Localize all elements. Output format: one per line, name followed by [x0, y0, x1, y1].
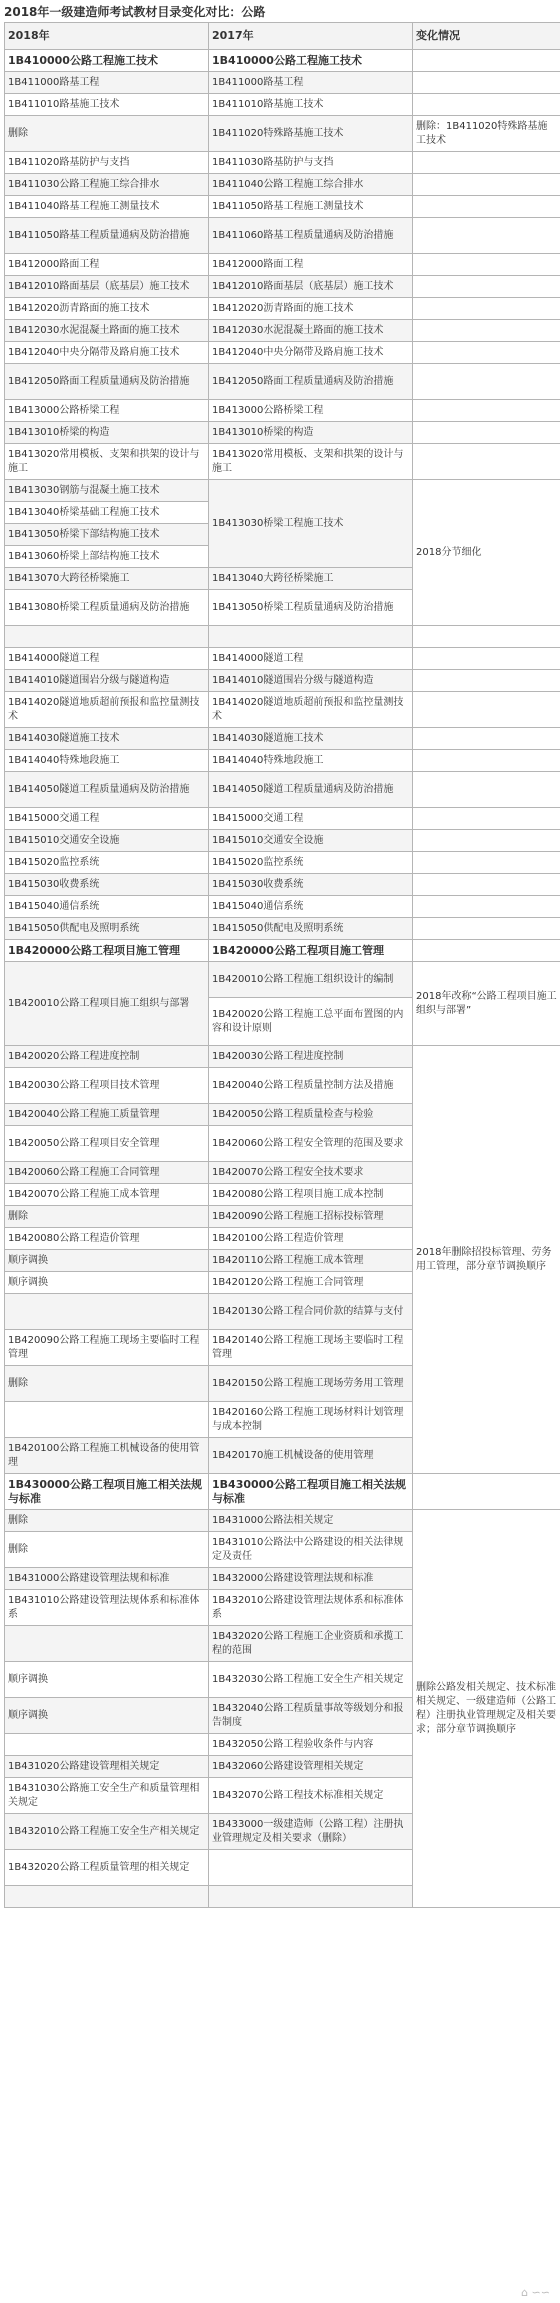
table-body — [5, 23, 560, 1908]
cell-2018 — [5, 1886, 209, 1908]
cell-2018: 1B413050桥梁下部结构施工技术 — [5, 524, 209, 546]
cell-2017: 1B413040大跨径桥梁施工 — [209, 568, 413, 590]
cell-change: 删除：1B411020特殊路基施工技术 — [413, 116, 560, 152]
table-row — [5, 918, 560, 940]
cell-2018: 顺序调换 — [5, 1272, 209, 1294]
cell-2018: 1B414020隧道地质超前预报和监控量测技术 — [5, 692, 209, 728]
cell-2017: 1B412010路面基层（底基层）施工技术 — [209, 276, 413, 298]
table-row — [5, 364, 560, 400]
cell-2017: 1B432020公路工程施工企业资质和承揽工程的范围 — [209, 1626, 413, 1662]
cell-2018: 删除 — [5, 1366, 209, 1402]
cell-2017: 1B420020公路工程施工总平面布置图的内容和设计原则 — [209, 998, 413, 1046]
cell-2018: 1B413010桥梁的构造 — [5, 422, 209, 444]
cell-2018: 1B411040路基工程施工测量技术 — [5, 196, 209, 218]
cell-change-empty — [413, 808, 560, 830]
table-row — [5, 480, 560, 502]
cell-2018: 1B415020监控系统 — [5, 852, 209, 874]
cell-2018: 删除 — [5, 1532, 209, 1568]
cell-change-empty — [413, 422, 560, 444]
cell-2018: 1B410000公路工程施工技术 — [5, 50, 209, 72]
table-row — [5, 342, 560, 364]
section-row — [5, 50, 560, 72]
cell-2017: 1B432030公路工程施工安全生产相关规定 — [209, 1662, 413, 1698]
cell-2017: 1B412020沥青路面的施工技术 — [209, 298, 413, 320]
cell-2017: 1B432050公路工程验收条件与内容 — [209, 1734, 413, 1756]
table-row — [5, 400, 560, 422]
cell-2017: 1B415010交通安全设施 — [209, 830, 413, 852]
cell-2017: 1B432000公路建设管理法规和标准 — [209, 1568, 413, 1590]
cell-2017: 1B430000公路工程项目施工相关法规与标准 — [209, 1474, 413, 1510]
cell-2018: 1B412050路面工程质量通病及防治措施 — [5, 364, 209, 400]
cell-change-empty — [413, 298, 560, 320]
cell-2017: 1B420110公路工程施工成本管理 — [209, 1250, 413, 1272]
cell-2018: 1B413060桥梁上部结构施工技术 — [5, 546, 209, 568]
cell-2017: 1B411030路基防护与支挡 — [209, 152, 413, 174]
cell-2018: 1B414000隧道工程 — [5, 648, 209, 670]
cell-change-empty — [413, 692, 560, 728]
table-row — [5, 422, 560, 444]
table-row — [5, 218, 560, 254]
table-row — [5, 72, 560, 94]
cell-change-empty — [413, 254, 560, 276]
table-row — [5, 152, 560, 174]
cell-2017 — [209, 626, 413, 648]
cell-2017: 1B413010桥梁的构造 — [209, 422, 413, 444]
cell-change-empty — [413, 342, 560, 364]
cell-2018: 1B413080桥梁工程质量通病及防治措施 — [5, 590, 209, 626]
cell-2018: 1B412000路面工程 — [5, 254, 209, 276]
cell-2018: 1B413070大跨径桥梁施工 — [5, 568, 209, 590]
cell-2017: 1B420140公路工程施工现场主要临时工程管理 — [209, 1330, 413, 1366]
table-row — [5, 648, 560, 670]
cell-2018: 1B415000交通工程 — [5, 808, 209, 830]
cell-change-empty — [413, 320, 560, 342]
cell-2018: 1B413000公路桥梁工程 — [5, 400, 209, 422]
table-row — [5, 750, 560, 772]
cell-2017: 1B414020隧道地质超前预报和监控量测技术 — [209, 692, 413, 728]
header-2017: 2017年 — [209, 23, 413, 50]
cell-2018: 1B411010路基施工技术 — [5, 94, 209, 116]
cell-2017: 1B411020特殊路基施工技术 — [209, 116, 413, 152]
watermark-logo: ⌂ ∽∽ — [521, 2286, 550, 2299]
cell-2018: 1B420090公路工程施工现场主要临时工程管理 — [5, 1330, 209, 1366]
cell-2017: 1B412040中央分隔带及路肩施工技术 — [209, 342, 413, 364]
cell-2017: 1B414050隧道工程质量通病及防治措施 — [209, 772, 413, 808]
cell-2018: 1B420010公路工程项目施工组织与部署 — [5, 962, 209, 1046]
cell-change-empty — [413, 750, 560, 772]
cell-2018 — [5, 1626, 209, 1662]
cell-2018: 1B420100公路工程施工机械设备的使用管理 — [5, 1438, 209, 1474]
cell-2017: 1B420150公路工程施工现场劳务用工管理 — [209, 1366, 413, 1402]
table-row — [5, 1046, 560, 1068]
cell-2018: 1B414010隧道围岩分级与隧道构造 — [5, 670, 209, 692]
cell-2017: 1B411050路基工程施工测量技术 — [209, 196, 413, 218]
cell-2017: 1B420120公路工程施工合同管理 — [209, 1272, 413, 1294]
cell-2017: 1B420050公路工程质量检查与检验 — [209, 1104, 413, 1126]
table-row — [5, 852, 560, 874]
cell-change-empty — [413, 276, 560, 298]
cell-2017: 1B414000隧道工程 — [209, 648, 413, 670]
cell-2018: 删除 — [5, 116, 209, 152]
table-row — [5, 320, 560, 342]
cell-2018: 1B412010路面基层（底基层）施工技术 — [5, 276, 209, 298]
cell-change: 删除公路发相关规定、技术标准相关规定、一级建造师（公路工程）注册执业管理规定及相关要求；部分章节调换顺序 — [413, 1510, 560, 1908]
cell-2018: 1B432010公路工程施工安全生产相关规定 — [5, 1814, 209, 1850]
cell-2017: 1B412030水泥混凝土路面的施工技术 — [209, 320, 413, 342]
cell-2017: 1B420080公路工程项目施工成本控制 — [209, 1184, 413, 1206]
table-row — [5, 626, 560, 648]
cell-change-empty — [413, 196, 560, 218]
cell-change-empty — [413, 174, 560, 196]
cell-change-empty — [413, 50, 560, 72]
cell-2018: 1B420080公路工程造价管理 — [5, 1228, 209, 1250]
table-row — [5, 830, 560, 852]
header-change: 变化情况 — [413, 23, 560, 50]
cell-2018: 1B420050公路工程项目安全管理 — [5, 1126, 209, 1162]
cell-change-empty — [413, 918, 560, 940]
cell-2018: 1B414030隧道施工技术 — [5, 728, 209, 750]
cell-2017: 1B415020监控系统 — [209, 852, 413, 874]
table-header-row — [5, 23, 560, 50]
table-row — [5, 174, 560, 196]
cell-2018: 1B431030公路施工安全生产和质量管理相关规定 — [5, 1778, 209, 1814]
cell-2018: 1B412030水泥混凝土路面的施工技术 — [5, 320, 209, 342]
cell-2017: 1B415050供配电及照明系统 — [209, 918, 413, 940]
cell-2017: 1B412050路面工程质量通病及防治措施 — [209, 364, 413, 400]
cell-2017: 1B414030隧道施工技术 — [209, 728, 413, 750]
cell-2018: 顺序调换 — [5, 1662, 209, 1698]
cell-2018: 顺序调换 — [5, 1698, 209, 1734]
cell-2017: 1B432040公路工程质量事故等级划分和报告制度 — [209, 1698, 413, 1734]
cell-2018: 删除 — [5, 1206, 209, 1228]
cell-2017: 1B415030收费系统 — [209, 874, 413, 896]
cell-2018: 1B412020沥青路面的施工技术 — [5, 298, 209, 320]
cell-2017: 1B420170施工机械设备的使用管理 — [209, 1438, 413, 1474]
cell-2017: 1B432060公路建设管理相关规定 — [209, 1756, 413, 1778]
cell-2018 — [5, 626, 209, 648]
cell-2018: 1B413020常用模板、支架和拱架的设计与施工 — [5, 444, 209, 480]
cell-2017: 1B413030桥梁工程施工技术 — [209, 480, 413, 568]
cell-2017: 1B413020常用模板、支架和拱架的设计与施工 — [209, 444, 413, 480]
cell-2017: 1B420000公路工程项目施工管理 — [209, 940, 413, 962]
table-row — [5, 670, 560, 692]
cell-2017: 1B411060路基工程质量通病及防治措施 — [209, 218, 413, 254]
cell-2018: 1B411030公路工程施工综合排水 — [5, 174, 209, 196]
cell-2018: 1B414040特殊地段施工 — [5, 750, 209, 772]
cell-2018: 1B420030公路工程项目技术管理 — [5, 1068, 209, 1104]
cell-2017: 1B411000路基工程 — [209, 72, 413, 94]
section-row — [5, 1474, 560, 1510]
cell-2017: 1B420090公路工程施工招标投标管理 — [209, 1206, 413, 1228]
cell-change-empty — [413, 400, 560, 422]
cell-2018: 1B412040中央分隔带及路肩施工技术 — [5, 342, 209, 364]
cell-change-empty — [413, 444, 560, 480]
cell-change: 2018分节细化 — [413, 480, 560, 626]
cell-2018: 1B413030钢筋与混凝土施工技术 — [5, 480, 209, 502]
cell-2018: 1B420020公路工程进度控制 — [5, 1046, 209, 1068]
cell-2017: 1B420040公路工程质量控制方法及措施 — [209, 1068, 413, 1104]
cell-2018: 1B411000路基工程 — [5, 72, 209, 94]
cell-2017: 1B412000路面工程 — [209, 254, 413, 276]
cell-2018: 1B431010公路建设管理法规体系和标准体系 — [5, 1590, 209, 1626]
cell-2018: 1B411050路基工程质量通病及防治措施 — [5, 218, 209, 254]
cell-change-empty — [413, 874, 560, 896]
cell-2017: 1B414010隧道围岩分级与隧道构造 — [209, 670, 413, 692]
cell-2017: 1B411010路基施工技术 — [209, 94, 413, 116]
cell-2017 — [209, 1886, 413, 1908]
table-row — [5, 728, 560, 750]
table-row — [5, 298, 560, 320]
cell-2018: 1B420000公路工程项目施工管理 — [5, 940, 209, 962]
cell-2018: 1B415050供配电及照明系统 — [5, 918, 209, 940]
cell-change-empty — [413, 940, 560, 962]
cell-2017: 1B410000公路工程施工技术 — [209, 50, 413, 72]
cell-2017: 1B433000一级建造师（公路工程）注册执业管理规定及相关要求（删除） — [209, 1814, 413, 1850]
table-row — [5, 772, 560, 808]
cell-change-empty — [413, 896, 560, 918]
cell-2017: 1B420130公路工程合同价款的结算与支付 — [209, 1294, 413, 1330]
cell-2017: 1B413000公路桥梁工程 — [209, 400, 413, 422]
cell-2017: 1B432010公路建设管理法规体系和标准体系 — [209, 1590, 413, 1626]
cell-2018 — [5, 1402, 209, 1438]
cell-change-empty — [413, 626, 560, 648]
table-row — [5, 276, 560, 298]
cell-change-empty — [413, 72, 560, 94]
cell-change: 2018年改称“公路工程项目施工组织与部署” — [413, 962, 560, 1046]
table-row — [5, 444, 560, 480]
cell-2018: 1B420060公路工程施工合同管理 — [5, 1162, 209, 1184]
cell-2017: 1B420030公路工程进度控制 — [209, 1046, 413, 1068]
table-row — [5, 94, 560, 116]
cell-2018: 顺序调换 — [5, 1250, 209, 1272]
table-row — [5, 196, 560, 218]
cell-2018: 1B415010交通安全设施 — [5, 830, 209, 852]
cell-2018: 1B432020公路工程质量管理的相关规定 — [5, 1850, 209, 1886]
table-row — [5, 692, 560, 728]
cell-2018: 1B413040桥梁基础工程施工技术 — [5, 502, 209, 524]
cell-2017: 1B420060公路工程安全管理的范围及要求 — [209, 1126, 413, 1162]
cell-2017: 1B420010公路工程施工组织设计的编制 — [209, 962, 413, 998]
table-row — [5, 962, 560, 998]
cell-2017: 1B415000交通工程 — [209, 808, 413, 830]
cell-2018 — [5, 1734, 209, 1756]
table-row — [5, 896, 560, 918]
cell-change-empty — [413, 364, 560, 400]
cell-change-empty — [413, 648, 560, 670]
page-title: 2018年一级建造师考试教材目录变化对比：公路 — [4, 5, 266, 19]
cell-2017: 1B420070公路工程安全技术要求 — [209, 1162, 413, 1184]
cell-change-empty — [413, 152, 560, 174]
cell-2018: 删除 — [5, 1510, 209, 1532]
cell-change-empty — [413, 1474, 560, 1510]
cell-2017: 1B413050桥梁工程质量通病及防治措施 — [209, 590, 413, 626]
table-row — [5, 1510, 560, 1532]
cell-2017 — [209, 1850, 413, 1886]
cell-2017: 1B431000公路法相关规定 — [209, 1510, 413, 1532]
cell-2017: 1B432070公路工程技术标准相关规定 — [209, 1778, 413, 1814]
comparison-table — [4, 22, 560, 1908]
cell-change-empty — [413, 670, 560, 692]
cell-2018: 1B414050隧道工程质量通病及防治措施 — [5, 772, 209, 808]
table-row — [5, 254, 560, 276]
cell-2017: 1B411040公路工程施工综合排水 — [209, 174, 413, 196]
cell-change-empty — [413, 218, 560, 254]
cell-2018: 1B430000公路工程项目施工相关法规与标准 — [5, 1474, 209, 1510]
cell-2018: 1B431020公路建设管理相关规定 — [5, 1756, 209, 1778]
cell-change-empty — [413, 728, 560, 750]
cell-2018 — [5, 1294, 209, 1330]
cell-2017: 1B420160公路工程施工现场材料计划管理与成本控制 — [209, 1402, 413, 1438]
cell-2018: 1B415040通信系统 — [5, 896, 209, 918]
cell-2017: 1B414040特殊地段施工 — [209, 750, 413, 772]
cell-change: 2018年删除招投标管理、劳务用工管理，部分章节调换顺序 — [413, 1046, 560, 1474]
cell-2017: 1B415040通信系统 — [209, 896, 413, 918]
table-row — [5, 808, 560, 830]
cell-2018: 1B431000公路建设管理法规和标准 — [5, 1568, 209, 1590]
table-row — [5, 116, 560, 152]
cell-change-empty — [413, 830, 560, 852]
cell-change-empty — [413, 772, 560, 808]
cell-2017: 1B431010公路法中公路建设的相关法律规定及责任 — [209, 1532, 413, 1568]
table-row — [5, 874, 560, 896]
header-2018: 2018年 — [5, 23, 209, 50]
cell-2018: 1B420070公路工程施工成本管理 — [5, 1184, 209, 1206]
cell-2018: 1B411020路基防护与支挡 — [5, 152, 209, 174]
cell-2018: 1B420040公路工程施工质量管理 — [5, 1104, 209, 1126]
cell-2017: 1B420100公路工程造价管理 — [209, 1228, 413, 1250]
section-row — [5, 940, 560, 962]
cell-2018: 1B415030收费系统 — [5, 874, 209, 896]
cell-change-empty — [413, 852, 560, 874]
cell-change-empty — [413, 94, 560, 116]
